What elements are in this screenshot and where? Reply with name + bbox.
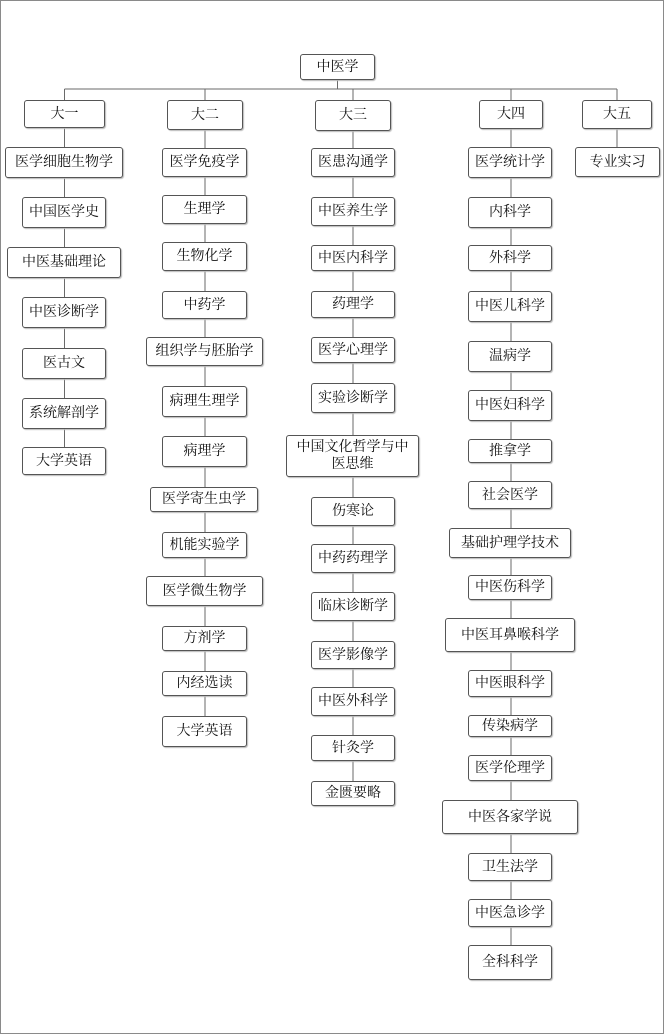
course-node: 针灸学: [311, 735, 395, 761]
course-node: 中药药理学: [311, 544, 395, 573]
course-node: 大学英语: [162, 716, 247, 747]
course-node: 医学统计学: [468, 147, 552, 178]
course-node: 医学寄生虫学: [150, 487, 258, 512]
course-node: 中医各家学说: [442, 800, 578, 834]
course-node: 中医基础理论: [7, 247, 121, 278]
root-node: 中医学: [300, 54, 375, 80]
course-node: 卫生法学: [468, 853, 552, 881]
course-node: 组织学与胚胎学: [146, 337, 263, 366]
year-node-1: 大一: [24, 100, 105, 128]
course-node: 生理学: [162, 195, 247, 224]
course-node: 系统解剖学: [22, 398, 106, 429]
course-node: 药理学: [311, 291, 395, 318]
course-node: 温病学: [468, 341, 552, 372]
year-node-3: 大三: [315, 100, 391, 131]
year-node-5: 大五: [582, 100, 652, 129]
course-node: 传染病学: [468, 715, 552, 737]
course-node: 病理学: [162, 436, 247, 467]
course-node: 医学伦理学: [468, 755, 552, 781]
course-node: 中药学: [162, 291, 247, 319]
course-node: 中医急诊学: [468, 899, 552, 927]
course-node: 内经选读: [162, 671, 247, 696]
course-node: 中医内科学: [311, 245, 395, 271]
course-node: 大学英语: [22, 447, 106, 475]
course-node: 医学细胞生物学: [5, 147, 123, 178]
course-node: 病理生理学: [162, 386, 247, 417]
course-node: 金匮要略: [311, 781, 395, 806]
course-node: 临床诊断学: [311, 592, 395, 621]
course-node: 方剂学: [162, 626, 247, 651]
course-node: 医古文: [22, 348, 106, 379]
course-node: 中医耳鼻喉科学: [445, 618, 575, 652]
course-node: 实验诊断学: [311, 383, 395, 413]
course-node: 中医儿科学: [468, 291, 552, 322]
year-node-4: 大四: [479, 100, 543, 129]
course-node: 外科学: [468, 245, 552, 271]
course-node: 医学微生物学: [146, 576, 263, 606]
course-node: 中医眼科学: [468, 670, 552, 697]
course-node: 医学心理学: [311, 337, 395, 363]
course-node: 中医诊断学: [22, 297, 106, 328]
course-node: 社会医学: [468, 481, 552, 509]
course-node: 全科科学: [468, 945, 552, 980]
course-node: 专业实习: [575, 147, 660, 177]
course-node: 中医伤科学: [468, 575, 552, 600]
course-node: 基础护理学技术: [449, 528, 571, 558]
course-node: 医学影像学: [311, 641, 395, 669]
course-node: 内科学: [468, 197, 552, 228]
course-node: 医患沟通学: [311, 148, 395, 177]
course-node: 生物化学: [162, 242, 247, 271]
course-node: 伤寒论: [311, 497, 395, 526]
course-node: 医学免疫学: [162, 148, 247, 177]
course-node: 中医妇科学: [468, 390, 552, 421]
course-node: 推拿学: [468, 439, 552, 463]
course-node: 中医外科学: [311, 687, 395, 716]
course-node: 中国医学史: [22, 197, 106, 228]
year-node-2: 大二: [167, 100, 243, 130]
course-node: 中医养生学: [311, 197, 395, 226]
course-node: 中国文化哲学与中 医思维: [286, 435, 419, 477]
course-node: 机能实验学: [162, 532, 247, 558]
